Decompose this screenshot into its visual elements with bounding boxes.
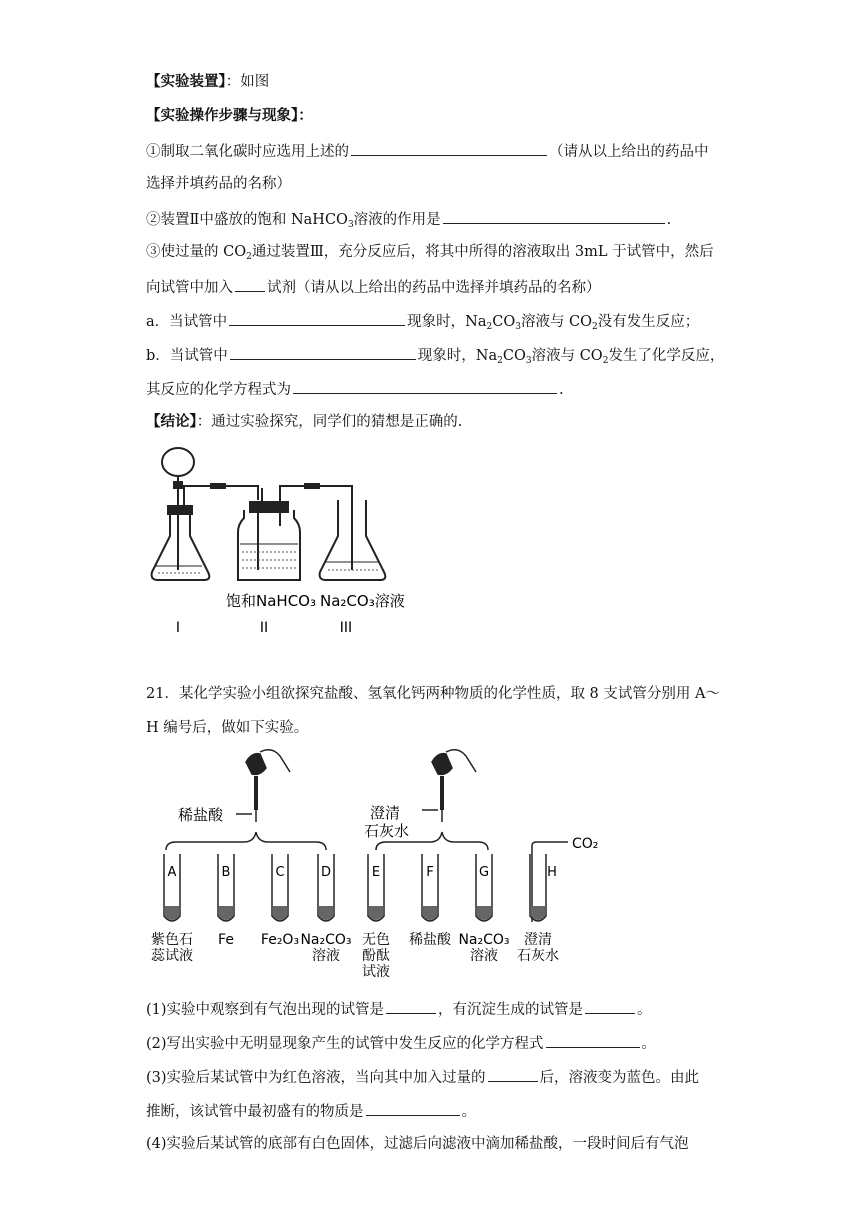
step2-text: ②装置Ⅱ中盛放的饱和 NaHCO xyxy=(146,212,348,228)
label-III-solution: Na₂CO₃溶液 xyxy=(320,592,405,610)
answer-blank[interactable] xyxy=(585,998,635,1014)
q21-text: 21．某化学实验小组欲探究盐酸、氢氧化钙两种物质的化学性质，取 8 支试管分别用 A～ xyxy=(146,686,720,702)
tube-letter: C xyxy=(275,865,285,880)
answer-blank[interactable] xyxy=(230,344,416,360)
tube-letter: B xyxy=(221,865,231,880)
ops-label: 【实验操作步骤与现象】： xyxy=(146,107,313,124)
test-tube-F xyxy=(409,854,452,948)
part2-text-b: 。 xyxy=(641,1036,657,1052)
tube-label: 稀盐酸 xyxy=(409,932,451,948)
tube-label: Na₂CO₃ xyxy=(458,932,510,948)
case-a-text-3: CO xyxy=(492,314,516,330)
subscript: 3 xyxy=(347,220,354,230)
tube-label: 无色 xyxy=(362,932,390,948)
q21-part1 xyxy=(146,998,652,1020)
tube-label: 澄清 xyxy=(524,932,552,948)
roman-II: II xyxy=(259,620,269,636)
tube-label: Na₂CO₃ xyxy=(300,932,352,948)
period: . xyxy=(666,212,672,228)
part1-text-c: 。 xyxy=(637,1002,652,1018)
tube-label: Fe xyxy=(218,932,234,948)
part3-text: (3)实验后某试管中为红色溶液，当向其中加入过量的 xyxy=(146,1070,486,1086)
tube-letter: E xyxy=(371,865,381,880)
q21-part4 xyxy=(146,1134,689,1154)
period: . xyxy=(559,382,564,398)
step3-text-b: 通过装置Ⅲ，充分反应后，将其中所得的溶液取出 3mL 于试管中，然后 xyxy=(251,244,714,260)
subscript: 2 xyxy=(602,356,609,366)
roman-III: III xyxy=(339,620,353,636)
test-tube-C xyxy=(261,854,299,948)
step3-line xyxy=(146,242,714,267)
tube-label: 酚酞 xyxy=(362,948,390,964)
step2-line xyxy=(146,208,671,235)
answer-blank[interactable] xyxy=(293,378,557,394)
dropper-1-label: 稀盐酸 xyxy=(178,806,224,824)
conclusion-label: 【结论】 xyxy=(146,413,197,430)
case-a-text-5: 没有发生反应； xyxy=(597,314,700,330)
step1-text-c: 选择并填药品的名称） xyxy=(146,176,291,192)
answer-blank[interactable] xyxy=(386,998,436,1014)
part3-text-d: 。 xyxy=(461,1104,476,1120)
part3-text-c: 推断，该试管中最初盛有的物质是 xyxy=(146,1104,364,1120)
flask-I xyxy=(152,512,210,580)
ops-heading xyxy=(146,106,313,126)
tube-letter: F xyxy=(426,865,434,880)
test-tube-A xyxy=(151,854,193,964)
test-tube-E xyxy=(362,854,390,980)
step3-text: ③使过量的 CO xyxy=(146,244,247,260)
equation-line xyxy=(146,378,564,400)
tube-letter: G xyxy=(478,865,490,880)
case-a-text: a．当试管中 xyxy=(146,314,228,330)
answer-blank[interactable] xyxy=(229,310,405,326)
tube-letter: H xyxy=(547,865,557,880)
step1-text-b: （请从以上给出的药品中 xyxy=(549,144,709,160)
subscript: 3 xyxy=(525,356,532,366)
case-a-text-2: 现象时，Na xyxy=(407,314,487,330)
q21-line1 xyxy=(146,684,720,704)
conclusion-text: ：通过实验探究，同学们的猜想是正确的. xyxy=(196,414,463,430)
case-a-line xyxy=(146,310,699,337)
subscript: 2 xyxy=(486,322,493,332)
subscript: 2 xyxy=(497,356,503,366)
part4-text: (4)实验后某试管的底部有白色固体，过滤后向滤液中滴加稀盐酸，一段时间后有气泡 xyxy=(146,1136,689,1152)
test-tube-B xyxy=(218,854,234,948)
tube-label: 紫色石 xyxy=(151,932,193,948)
tube-label: 溶液 xyxy=(470,948,498,964)
separatory-funnel-bulb xyxy=(162,448,194,476)
case-b-text-4: 溶液与 CO xyxy=(531,348,603,364)
q21-part2 xyxy=(146,1032,656,1054)
case-b-line xyxy=(146,344,724,371)
tube-label: 蕊试液 xyxy=(151,948,193,964)
q21-part3 xyxy=(146,1066,699,1088)
setup-text: ：如图 xyxy=(225,74,270,90)
setup-line xyxy=(146,72,269,92)
answer-blank[interactable] xyxy=(351,140,547,156)
step3-text-d: 试剂（请从以上给出的药品中选择并填药品的名称） xyxy=(267,280,601,296)
q21-line2 xyxy=(146,718,308,738)
test-tube-H xyxy=(517,854,559,964)
step1-text: ①制取二氧化碳时应选用上述的 xyxy=(146,144,349,160)
test-tube-G xyxy=(458,854,509,964)
part3-text-b: 后，溶液变为蓝色。由此 xyxy=(539,1070,700,1086)
case-b-text: b．当试管中 xyxy=(146,348,228,364)
bottle-II xyxy=(238,510,300,580)
step2-text-b: 溶液的作用是 xyxy=(353,212,441,228)
test-tube-figure xyxy=(140,746,610,986)
answer-blank[interactable] xyxy=(546,1032,640,1048)
case-b-text-5: 发生了化学反应， xyxy=(608,348,725,364)
roman-I: I xyxy=(175,620,181,636)
q21-part3-cont xyxy=(146,1100,476,1122)
subscript: 2 xyxy=(592,322,598,332)
part1-text: (1)实验中观察到有气泡出现的试管是 xyxy=(146,1002,385,1018)
dropper-2-label-l2: 石灰水 xyxy=(364,822,410,840)
setup-label: 【实验装置】 xyxy=(146,73,226,90)
answer-blank[interactable] xyxy=(235,276,265,292)
part1-text-b: ，有沉淀生成的试管是 xyxy=(438,1002,584,1018)
tube-letter: D xyxy=(320,865,332,880)
step3-cont xyxy=(146,276,601,298)
answer-blank[interactable] xyxy=(443,208,665,224)
answer-blank[interactable] xyxy=(366,1100,460,1116)
label-II-solution: 饱和NaHCO₃ xyxy=(226,592,316,610)
tube-label: 试液 xyxy=(362,964,390,980)
apparatus-figure xyxy=(140,440,430,640)
co2-label: CO₂ xyxy=(572,836,599,852)
case-b-text-3: CO xyxy=(502,348,526,364)
tube-label: 石灰水 xyxy=(517,948,559,964)
tube-letter: A xyxy=(167,865,177,880)
part2-text: (2)写出实验中无明显现象产生的试管中发生反应的化学方程式 xyxy=(146,1036,544,1052)
case-a-text-4: 溶液与 CO xyxy=(520,314,593,330)
answer-blank[interactable] xyxy=(488,1066,538,1082)
step1-cont xyxy=(146,174,291,194)
step1-line xyxy=(146,140,709,162)
case-b-text-2: 现象时，Na xyxy=(417,348,498,364)
subscript: 2 xyxy=(246,252,252,262)
conclusion-line xyxy=(146,412,462,432)
test-tube-D xyxy=(300,854,351,964)
step3-text-c: 向试管中加入 xyxy=(146,280,233,296)
q21-text-2: H 编号后，做如下实验。 xyxy=(146,720,309,736)
dropper-2-label-l1: 澄清 xyxy=(370,804,401,822)
tube-label: Fe₂O₃ xyxy=(260,932,300,948)
tube-label: 溶液 xyxy=(312,948,340,964)
equation-text: 其反应的化学方程式为 xyxy=(146,382,291,398)
subscript: 3 xyxy=(515,322,521,332)
